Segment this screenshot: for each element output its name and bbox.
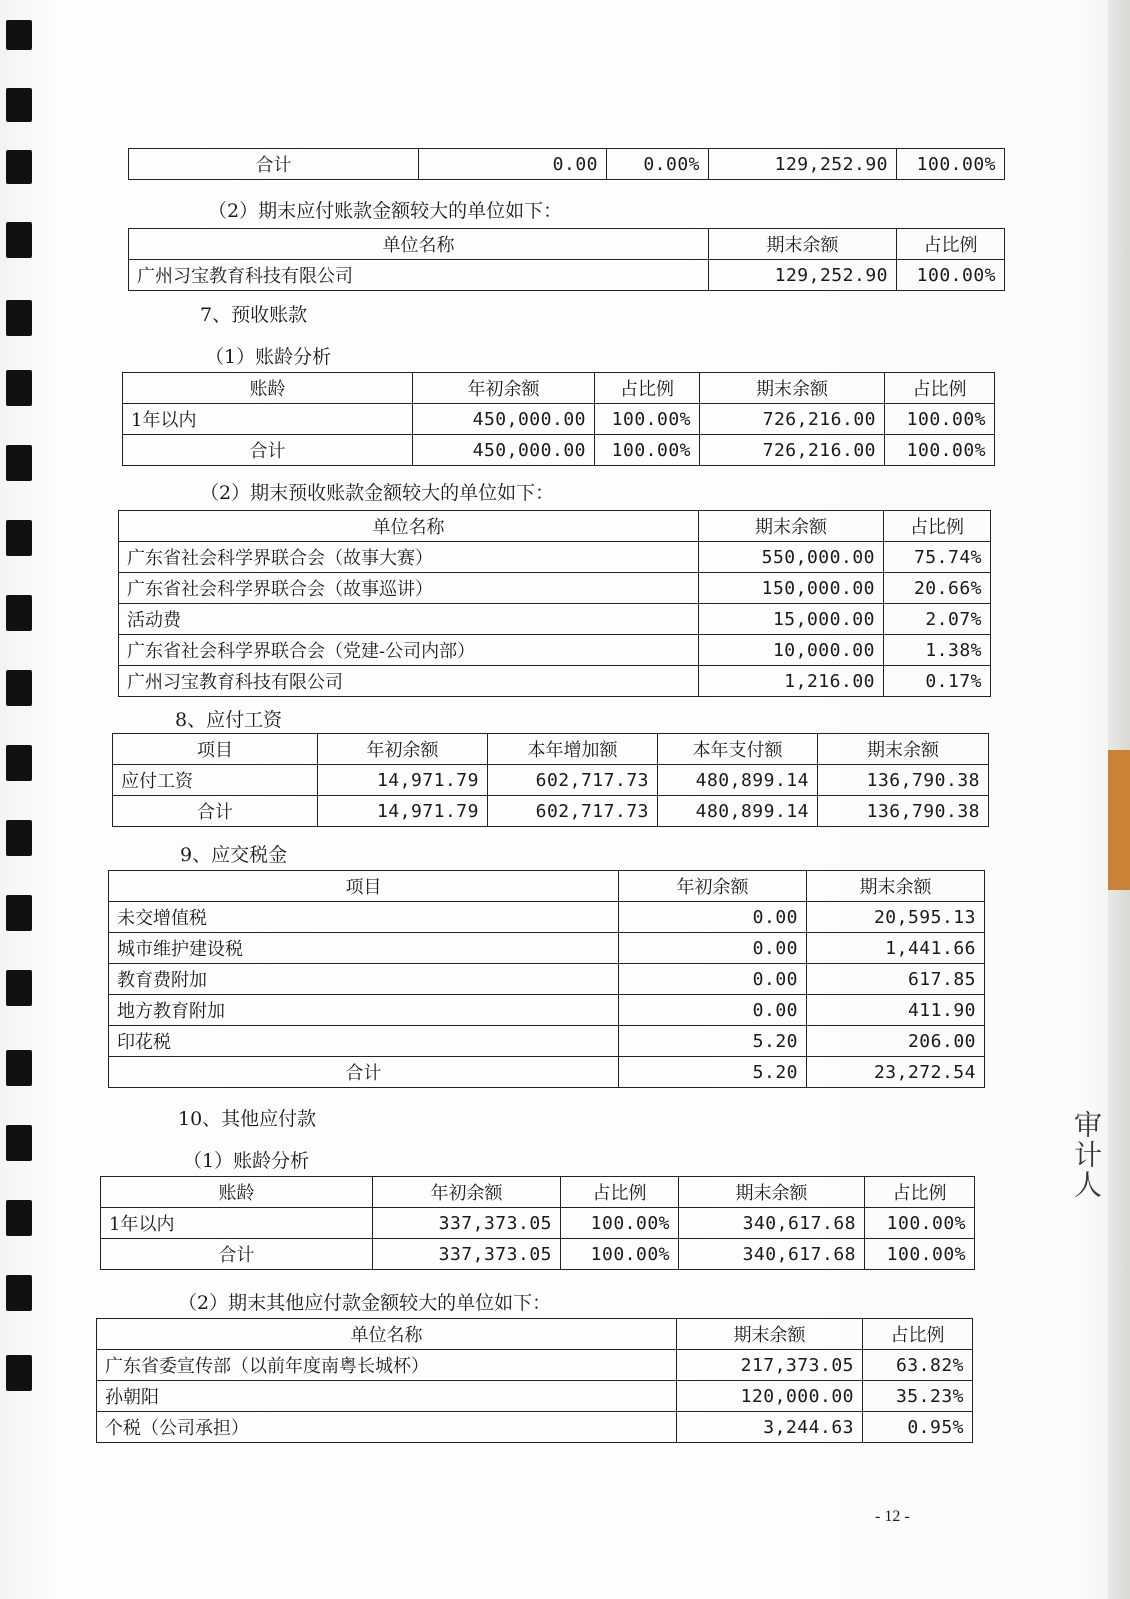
table-header-row [101,1177,975,1208]
table-row [97,1412,973,1443]
cell: 14,971.79 [318,796,488,827]
cell: 23,272.54 [807,1057,985,1088]
table-row [109,995,985,1026]
cell: 129,252.90 [709,260,897,291]
cell: 63.82% [863,1350,973,1381]
table-row [123,404,995,435]
column-header: 年初余额 [373,1177,561,1208]
cell: 20.66% [884,573,991,604]
cell: 5.20 [619,1026,807,1057]
cell: 100.00% [897,260,1005,291]
column-header: 账龄 [123,373,413,404]
column-header: 期末余额 [679,1177,865,1208]
cell: 100.00% [561,1208,679,1239]
cell: 337,373.05 [373,1239,561,1270]
cell: 3,244.63 [677,1412,863,1443]
section-heading: （2）期末其他应付款金额较大的单位如下： [178,1292,552,1314]
cell: 100.00% [595,404,700,435]
cell: 城市维护建设税 [109,933,619,964]
table-row [101,1208,975,1239]
cell: 100.00% [885,404,995,435]
cell: 726,216.00 [700,435,885,466]
column-header: 期末余额 [818,734,989,765]
column-header: 单位名称 [119,511,699,542]
cell: 602,717.73 [488,765,658,796]
column-header: 项目 [113,734,318,765]
cell: 0.95% [863,1412,973,1443]
taxes-payable-table [108,870,985,1088]
cell: 5.20 [619,1057,807,1088]
column-header: 期末余额 [677,1319,863,1350]
cell: 100.00% [595,435,700,466]
section-heading: （1）账龄分析 [183,1150,310,1172]
table-header-row [97,1319,973,1350]
cell: 广州习宝教育科技有限公司 [119,666,699,697]
cell: 合计 [101,1239,373,1270]
column-header: 年初余额 [619,871,807,902]
cell: 合计 [113,796,318,827]
column-header: 单位名称 [97,1319,677,1350]
cell: 100.00% [897,149,1005,180]
table-row [119,666,991,697]
cell: 100.00% [885,435,995,466]
cell: 411.90 [807,995,985,1026]
table-row [109,933,985,964]
cell: 337,373.05 [373,1208,561,1239]
column-header: 本年支付额 [658,734,818,765]
column-header: 单位名称 [129,229,709,260]
cell: 35.23% [863,1381,973,1412]
cell: 150,000.00 [699,573,884,604]
cell: 印花税 [109,1026,619,1057]
column-header: 占比例 [885,373,995,404]
cell: 20,595.13 [807,902,985,933]
cell: 206.00 [807,1026,985,1057]
cell: 合计 [109,1057,619,1088]
cell: 0.00 [619,902,807,933]
column-header: 年初余额 [413,373,595,404]
section-heading: （1）账龄分析 [205,346,332,368]
other-payables-aging-table [100,1176,975,1270]
column-header: 项目 [109,871,619,902]
section-heading: （2）期末预收账款金额较大的单位如下： [200,482,555,504]
cell: 合计 [123,435,413,466]
section-title: 9、应交税金 [180,844,288,866]
cell: 217,373.05 [677,1350,863,1381]
table-header-row [119,511,991,542]
cell: 136,790.38 [818,796,989,827]
cell: 100.00% [865,1239,975,1270]
table-row [109,1026,985,1057]
cell: 2.07% [884,604,991,635]
page-number: - 12 - [875,1508,910,1525]
column-header: 年初余额 [318,734,488,765]
cell: 480,899.14 [658,796,818,827]
cell: 0.00 [619,964,807,995]
column-header: 期末余额 [807,871,985,902]
cell: 广东省社会科学界联合会（党建-公司内部） [119,635,699,666]
table-header-row [109,871,985,902]
cell: 1年以内 [123,404,413,435]
cell: 广东省社会科学界联合会（故事巡讲） [119,573,699,604]
cell: 450,000.00 [413,404,595,435]
table-row [123,435,995,466]
cell: 726,216.00 [700,404,885,435]
cell: 340,617.68 [679,1239,865,1270]
cell: 应付工资 [113,765,318,796]
wages-payable-table [112,733,989,827]
column-header: 占比例 [863,1319,973,1350]
cell: 孙朝阳 [97,1381,677,1412]
column-header: 占比例 [897,229,1005,260]
table-row [113,796,989,827]
cell: 0.17% [884,666,991,697]
table-row [101,1239,975,1270]
column-header: 账龄 [101,1177,373,1208]
column-header: 期末余额 [699,511,884,542]
column-header: 期末余额 [709,229,897,260]
cell: 480,899.14 [658,765,818,796]
table-row [129,260,1005,291]
cell: 340,617.68 [679,1208,865,1239]
cell: 1,216.00 [699,666,884,697]
table-row [97,1350,973,1381]
cell: 广东省委宣传部（以前年度南粤长城杯） [97,1350,677,1381]
cell: 0.00 [619,933,807,964]
cell: 1,441.66 [807,933,985,964]
column-header: 占比例 [884,511,991,542]
column-header: 占比例 [595,373,700,404]
table-header-row [129,229,1005,260]
column-header: 占比例 [561,1177,679,1208]
table-row [109,902,985,933]
cell: 1.38% [884,635,991,666]
table-row [97,1381,973,1412]
cell: 100.00% [865,1208,975,1239]
cell: 合计 [129,149,419,180]
table-row [109,964,985,995]
cell: 550,000.00 [699,542,884,573]
cell: 100.00% [561,1239,679,1270]
cell: 120,000.00 [677,1381,863,1412]
cell: 136,790.38 [818,765,989,796]
cell: 602,717.73 [488,796,658,827]
cell: 450,000.00 [413,435,595,466]
table-row [119,635,991,666]
column-header: 本年增加额 [488,734,658,765]
cell: 未交增值税 [109,902,619,933]
table-header-row [113,734,989,765]
table-row [119,604,991,635]
section-title: 10、其他应付款 [178,1108,317,1130]
cell: 教育费附加 [109,964,619,995]
table-header-row [123,373,995,404]
payables-large-units-table [128,228,1005,291]
table-row [129,149,1005,180]
section-heading: （2）期末应付账款金额较大的单位如下： [208,200,563,222]
column-header: 期末余额 [700,373,885,404]
cell: 广东省社会科学界联合会（故事大赛） [119,542,699,573]
advance-receipts-aging-table [122,372,995,466]
cell: 617.85 [807,964,985,995]
table-row [119,542,991,573]
table-row [113,765,989,796]
advance-receipts-large-units-table [118,510,991,697]
table-row [119,573,991,604]
margin-stamp-text: 审计人 [1070,1110,1103,1200]
section-title: 7、预收账款 [200,304,308,326]
other-payables-large-units-table [96,1318,973,1443]
cell: 129,252.90 [709,149,897,180]
cell: 0.00 [419,149,607,180]
section-title: 8、应付工资 [175,709,283,731]
cell: 0.00 [619,995,807,1026]
cell: 75.74% [884,542,991,573]
cell: 0.00% [607,149,709,180]
cell: 活动费 [119,604,699,635]
table-row [109,1057,985,1088]
cell: 14,971.79 [318,765,488,796]
cell: 1年以内 [101,1208,373,1239]
cell: 10,000.00 [699,635,884,666]
column-header: 占比例 [865,1177,975,1208]
cell: 15,000.00 [699,604,884,635]
cell: 广州习宝教育科技有限公司 [129,260,709,291]
top-total-table [128,148,1005,180]
cell: 地方教育附加 [109,995,619,1026]
cell: 个税（公司承担） [97,1412,677,1443]
